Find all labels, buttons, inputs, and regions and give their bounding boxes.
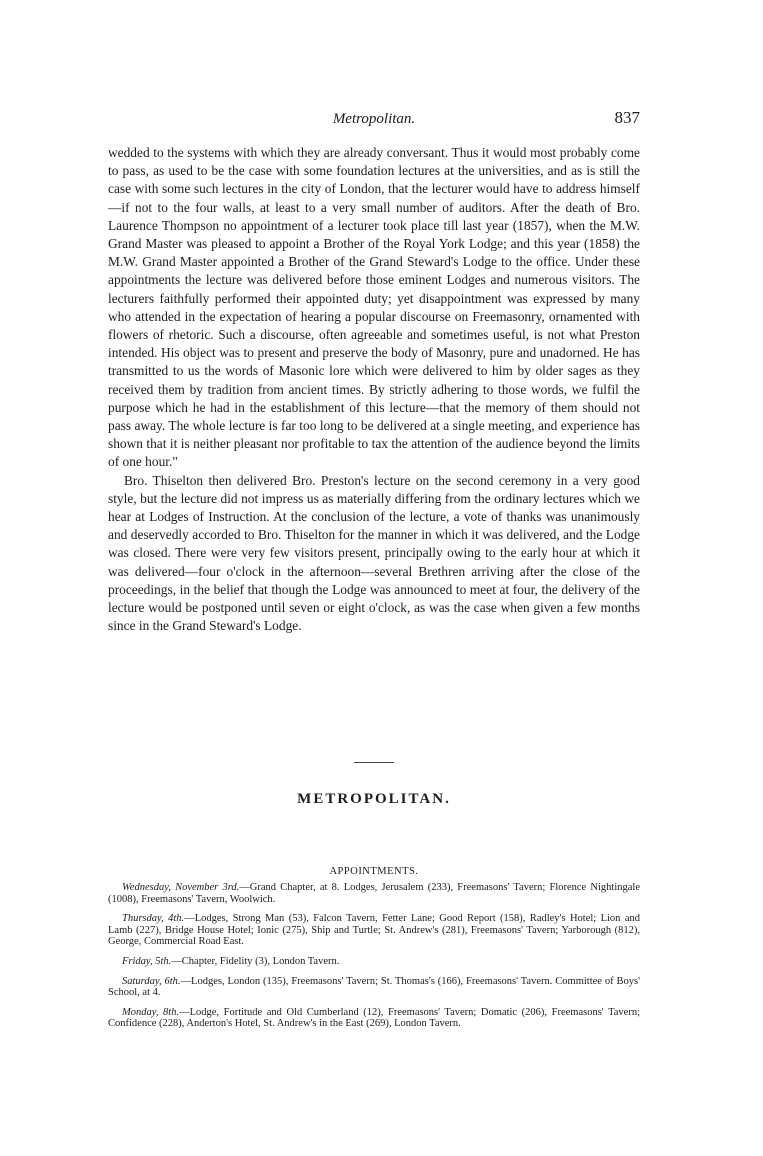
- appointment-day: Monday, 8th.: [122, 1006, 180, 1018]
- appointment-text: —Grand Chapter, at 8. Lodges, Jerusalem (233), Freemasons' Tavern; Florence Nightingale (1008), Freemasons' Tavern, Woolwich.: [108, 882, 640, 905]
- appointment-entry: [108, 1007, 640, 1030]
- appointment-entry: [108, 913, 640, 948]
- body-text: [108, 144, 640, 635]
- appointment-day: Thursday, 4th.: [122, 913, 185, 925]
- appointments-list: [108, 882, 640, 1038]
- appointment-text: —Lodge, Fortitude and Old Cumberland (12), Freemasons' Tavern; Domatic (206), Freemasons' Tavern; Confidence (228), Anderton's Hotel, St. Andrew's in the East (269), London Tavern.: [108, 1006, 640, 1030]
- appointment-day: Saturday, 6th.: [122, 975, 181, 987]
- appointment-entry: [108, 976, 640, 999]
- paragraph-continuation: wedded to the systems with which they are already conversant. Thus it would most probably come to pass, as used to be the case with some foundation lectures at the universities, and as is still the case with some such lectures in the city of London, that the lecturer would have to address himself—if not to the four walls, at least to a very small number of auditors. After the death of Bro. Laurence Thompson no appointment of a lecturer took place till last year (1857), when the M.W. Grand Master was pleased to appoint a Brother of the Royal York Lodge; and this year (1858) the M.W. Grand Master appointed a Brother of the Grand Steward's Lodge to the office. Under these appointments the lecture was delivered before those eminent Lodges and numerous visitors. The lecturers faithfully performed their appointed duty; yet disappointment was expressed by many who attended in the expectation of hearing a popular discourse on Freemasonry, ornamented with flowers of rhetoric. Such a discourse, often agreeable and sometimes useful, is not what Preston intended. His object was to present and preserve the body of Masonry, pure and unadorned. He has transmitted to us the words of Masonic lore which were delivered to him by older sages as they received them by tradition from ancient times. By strictly adhering to those words, we fulfil the purpose which he had in the establishment of this lecture—that the memory of them should not pass away. The whole lecture is far too long to be delivered at a single meeting, and experience has shown that it is neither pleasant nor profitable to tax the attention of the audience beyond the limits of one hour.": [108, 145, 640, 470]
- page-number: 837: [614, 108, 640, 127]
- running-head: [108, 108, 640, 132]
- running-title: Metropolitan.: [332, 111, 416, 127]
- appointment-entry: [108, 882, 640, 905]
- paragraph-thiselton: Bro. Thiselton then delivered Bro. Preston's lecture on the second ceremony in a very good style, but the lecture did not impress us as materially differing from the ordinary lectures which we hear at Lodges of Instruction. At the conclusion of the lecture, a vote of thanks was unanimously and deservedly accorded to Bro. Thiselton for the manner in which it was delivered, and the Lodge was closed. There were very few visitors present, principally owing to the early hour at which it was delivered—four o'clock in the afternoon—several Brethren arriving after the close of the proceedings, in the belief that though the Lodge was announced to meet at four, the delivery of the lecture would be postponed until seven or eight o'clock, as was the case when given a few months since in the Grand Steward's Lodge.: [108, 472, 640, 634]
- appointment-day: Wednesday, November 3rd.: [122, 882, 240, 893]
- appointment-entry: [108, 956, 640, 968]
- appointment-text: —Chapter, Fidelity (3), London Tavern.: [171, 955, 340, 967]
- appointment-day: Friday, 5th.: [122, 955, 172, 967]
- section-title: METROPOLITAN.: [297, 791, 451, 807]
- section-divider: [354, 762, 394, 763]
- appointments-title: APPOINTMENTS.: [329, 866, 419, 877]
- appointment-text: —Lodges, Strong Man (53), Falcon Tavern, Fetter Lane; Good Report (158), Radley's Hotel; Lion and Lamb (227), Bridge House Hotel; Ionic (275), Ship and Turtle; St. Andrew's (281), Freemasons' Tavern; Yarborough (812), George, Commercial Road East.: [108, 913, 641, 948]
- appointment-text: —Lodges, London (135), Freemasons' Tavern; St. Thomas's (166), Freemasons' Tavern. Committee of Boys' School, at 4.: [108, 975, 640, 999]
